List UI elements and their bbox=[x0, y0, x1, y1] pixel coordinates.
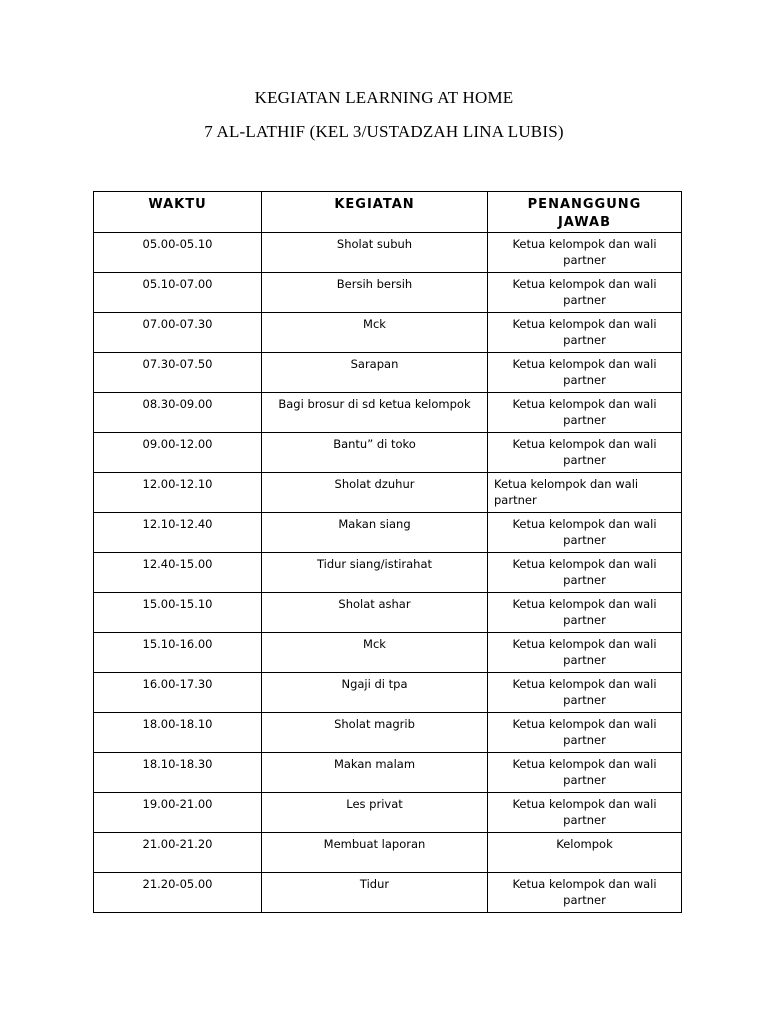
document-subtitle: 7 AL-LATHIF (KEL 3/USTADZAH LINA LUBIS) bbox=[204, 122, 564, 141]
cell-kegiatan: Mck bbox=[262, 313, 488, 353]
table-row bbox=[94, 273, 682, 313]
cell-waktu: 15.10-16.00 bbox=[94, 633, 262, 673]
cell-penanggung-jawab: Ketua kelompok dan wali partner bbox=[488, 673, 682, 713]
cell-kegiatan: Makan malam bbox=[262, 753, 488, 793]
cell-penanggung-jawab: Ketua kelompok dan wali partner bbox=[488, 793, 682, 833]
cell-penanggung-jawab: Ketua kelompok dan wali partner bbox=[488, 713, 682, 753]
cell-waktu: 21.00-21.20 bbox=[94, 833, 262, 873]
table-row bbox=[94, 593, 682, 633]
cell-waktu: 18.10-18.30 bbox=[94, 753, 262, 793]
table-row bbox=[94, 833, 682, 873]
cell-penanggung-jawab: Ketua kelompok dan wali partner bbox=[488, 513, 682, 553]
table-row bbox=[94, 793, 682, 833]
cell-kegiatan: Sholat magrib bbox=[262, 713, 488, 753]
table-row bbox=[94, 753, 682, 793]
cell-penanggung-jawab: Ketua kelompok dan wali partner bbox=[488, 273, 682, 313]
cell-kegiatan: Tidur bbox=[262, 873, 488, 913]
document-title: KEGIATAN LEARNING AT HOME bbox=[254, 88, 514, 107]
cell-waktu: 15.00-15.10 bbox=[94, 593, 262, 633]
cell-waktu: 07.30-07.50 bbox=[94, 353, 262, 393]
header-penanggung-jawab-label: PENANGGUNG JAWAB bbox=[527, 197, 642, 230]
table-header-row bbox=[94, 192, 682, 233]
cell-kegiatan: Sarapan bbox=[262, 353, 488, 393]
cell-waktu: 12.40-15.00 bbox=[94, 553, 262, 593]
table-row bbox=[94, 313, 682, 353]
cell-penanggung-jawab: Ketua kelompok dan wali partner bbox=[488, 313, 682, 353]
cell-kegiatan: Bersih bersih bbox=[262, 273, 488, 313]
cell-waktu: 21.20-05.00 bbox=[94, 873, 262, 913]
cell-kegiatan: Ngaji di tpa bbox=[262, 673, 488, 713]
cell-kegiatan: Bantu” di toko bbox=[262, 433, 488, 473]
cell-penanggung-jawab: Ketua kelompok dan wali partner bbox=[488, 233, 682, 273]
cell-kegiatan: Makan siang bbox=[262, 513, 488, 553]
table-row bbox=[94, 513, 682, 553]
cell-waktu: 16.00-17.30 bbox=[94, 673, 262, 713]
cell-penanggung-jawab: Ketua kelompok dan wali partner bbox=[488, 593, 682, 633]
table-row bbox=[94, 873, 682, 913]
cell-kegiatan: Membuat laporan bbox=[262, 833, 488, 873]
cell-waktu: 07.00-07.30 bbox=[94, 313, 262, 353]
cell-waktu: 08.30-09.00 bbox=[94, 393, 262, 433]
cell-kegiatan: Bagi brosur di sd ketua kelompok bbox=[262, 393, 488, 433]
cell-kegiatan: Sholat dzuhur bbox=[262, 473, 488, 513]
table-row bbox=[94, 233, 682, 273]
cell-kegiatan: Tidur siang/istirahat bbox=[262, 553, 488, 593]
header-kegiatan: KEGIATAN bbox=[262, 192, 488, 233]
table-row bbox=[94, 673, 682, 713]
cell-penanggung-jawab: Ketua kelompok dan wali partner bbox=[488, 873, 682, 913]
cell-waktu: 12.10-12.40 bbox=[94, 513, 262, 553]
cell-kegiatan: Sholat subuh bbox=[262, 233, 488, 273]
cell-kegiatan: Les privat bbox=[262, 793, 488, 833]
table-row bbox=[94, 433, 682, 473]
cell-kegiatan: Mck bbox=[262, 633, 488, 673]
schedule-table bbox=[93, 191, 682, 913]
cell-penanggung-jawab: Ketua kelompok dan wali partner bbox=[488, 553, 682, 593]
table-row bbox=[94, 633, 682, 673]
cell-penanggung-jawab: Kelompok bbox=[488, 833, 682, 873]
cell-penanggung-jawab: Ketua kelompok dan wali partner bbox=[488, 353, 682, 393]
table-row bbox=[94, 393, 682, 433]
cell-penanggung-jawab: Ketua kelompok dan wali partner bbox=[488, 633, 682, 673]
cell-penanggung-jawab: Ketua kelompok dan wali partner bbox=[488, 473, 682, 513]
cell-waktu: 05.10-07.00 bbox=[94, 273, 262, 313]
cell-penanggung-jawab: Ketua kelompok dan wali partner bbox=[488, 433, 682, 473]
cell-waktu: 12.00-12.10 bbox=[94, 473, 262, 513]
cell-waktu: 09.00-12.00 bbox=[94, 433, 262, 473]
cell-kegiatan: Sholat ashar bbox=[262, 593, 488, 633]
header-waktu: WAKTU bbox=[94, 192, 262, 233]
header-penanggung-jawab bbox=[488, 192, 682, 233]
table-row bbox=[94, 473, 682, 513]
cell-penanggung-jawab: Ketua kelompok dan wali partner bbox=[488, 393, 682, 433]
table-row bbox=[94, 353, 682, 393]
cell-waktu: 05.00-05.10 bbox=[94, 233, 262, 273]
table-row bbox=[94, 553, 682, 593]
cell-penanggung-jawab: Ketua kelompok dan wali partner bbox=[488, 753, 682, 793]
table-row bbox=[94, 713, 682, 753]
cell-waktu: 19.00-21.00 bbox=[94, 793, 262, 833]
cell-waktu: 18.00-18.10 bbox=[94, 713, 262, 753]
